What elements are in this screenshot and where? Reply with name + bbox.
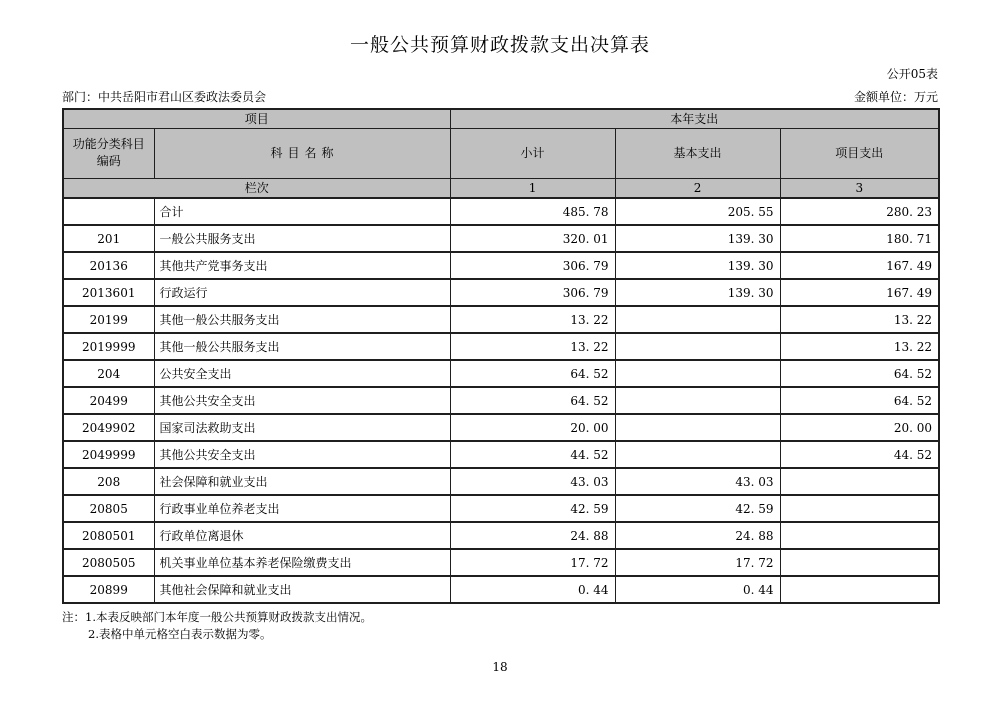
notes-block [62,609,938,643]
cell-basic-expense [615,387,780,414]
cell-project-expense [780,495,939,522]
cell-subject-name: 合计 [154,198,450,225]
cell-function-code: 20199 [63,306,154,333]
cell-project-expense: 280. 23 [780,198,939,225]
header-basic-expense: 基本支出 [615,128,780,178]
header-col-index-3: 3 [780,178,939,198]
cell-subtotal: 44. 52 [450,441,615,468]
cell-project-expense [780,522,939,549]
cell-subtotal: 13. 22 [450,333,615,360]
header-subtotal: 小计 [450,128,615,178]
header-col-index-2: 2 [615,178,780,198]
cell-basic-expense: 139. 30 [615,225,780,252]
cell-project-expense: 167. 49 [780,252,939,279]
cell-function-code: 20136 [63,252,154,279]
table-code-label: 公开05表 [886,67,938,81]
department-label: 部门：中共岳阳市君山区委政法委员会 [62,90,267,104]
cell-subject-name: 其他一般公共服务支出 [154,333,450,360]
cell-function-code: 2080501 [63,522,154,549]
cell-project-expense: 13. 22 [780,306,939,333]
cell-subject-name: 其他公共安全支出 [154,441,450,468]
table-row [63,441,939,468]
cell-function-code: 2080505 [63,549,154,576]
note-line-1: 注：1.本表反映部门本年度一般公共预算财政拨款支出情况。 [62,610,372,624]
header-project-group: 项目 [63,109,450,128]
cell-project-expense [780,468,939,495]
cell-project-expense [780,549,939,576]
header-col-index-1: 1 [450,178,615,198]
cell-basic-expense: 0. 44 [615,576,780,603]
cell-project-expense: 64. 52 [780,360,939,387]
cell-subtotal: 485. 78 [450,198,615,225]
cell-basic-expense: 139. 30 [615,252,780,279]
table-header [63,109,939,198]
unit-label: 金额单位：万元 [853,90,938,104]
table-row [63,576,939,603]
page-number: 18 [492,660,508,674]
cell-subject-name: 其他社会保障和就业支出 [154,576,450,603]
meta-row [62,89,938,105]
cell-function-code: 20499 [63,387,154,414]
cell-basic-expense: 24. 88 [615,522,780,549]
cell-function-code: 2049999 [63,441,154,468]
cell-basic-expense [615,360,780,387]
cell-basic-expense [615,414,780,441]
cell-basic-expense: 17. 72 [615,549,780,576]
cell-subject-name: 机关事业单位基本养老保险缴费支出 [154,549,450,576]
page-title: 一般公共预算财政拨款支出决算表 [349,34,650,56]
cell-function-code [63,198,154,225]
cell-subtotal: 306. 79 [450,252,615,279]
cell-subtotal: 320. 01 [450,225,615,252]
table-row [63,549,939,576]
cell-subtotal: 24. 88 [450,522,615,549]
table-body [63,198,939,603]
cell-subtotal: 64. 52 [450,360,615,387]
note-line-2: 2.表格中单元格空白表示数据为零。 [88,627,272,641]
table-row [63,279,939,306]
table-row [63,414,939,441]
header-subject-name: 科目名称 [154,128,450,178]
table-row [63,198,939,225]
cell-subject-name: 国家司法救助支出 [154,414,450,441]
cell-function-code: 20899 [63,576,154,603]
cell-subtotal: 20. 00 [450,414,615,441]
cell-subject-name: 行政事业单位养老支出 [154,495,450,522]
cell-subtotal: 306. 79 [450,279,615,306]
header-year-expense-group: 本年支出 [450,109,939,128]
cell-project-expense: 44. 52 [780,441,939,468]
cell-basic-expense: 205. 55 [615,198,780,225]
budget-table [62,108,940,604]
cell-basic-expense: 43. 03 [615,468,780,495]
cell-subtotal: 43. 03 [450,468,615,495]
cell-subtotal: 42. 59 [450,495,615,522]
cell-function-code: 208 [63,468,154,495]
cell-subject-name: 行政运行 [154,279,450,306]
cell-function-code: 2049902 [63,414,154,441]
header-index-row [63,178,939,198]
cell-subtotal: 64. 52 [450,387,615,414]
cell-project-expense: 13. 22 [780,333,939,360]
header-lanci: 栏次 [63,178,450,198]
table-row [63,225,939,252]
cell-project-expense: 167. 49 [780,279,939,306]
cell-subtotal: 0. 44 [450,576,615,603]
cell-subject-name: 社会保障和就业支出 [154,468,450,495]
table-row [63,252,939,279]
cell-subject-name: 行政单位离退休 [154,522,450,549]
cell-project-expense [780,576,939,603]
cell-basic-expense [615,333,780,360]
cell-function-code: 20805 [63,495,154,522]
cell-subject-name: 其他公共安全支出 [154,387,450,414]
header-group-row [63,109,939,128]
cell-project-expense: 20. 00 [780,414,939,441]
cell-function-code: 204 [63,360,154,387]
cell-subject-name: 一般公共服务支出 [154,225,450,252]
cell-basic-expense: 139. 30 [615,279,780,306]
cell-function-code: 2013601 [63,279,154,306]
cell-subject-name: 公共安全支出 [154,360,450,387]
cell-subject-name: 其他共产党事务支出 [154,252,450,279]
table-row [63,360,939,387]
cell-subject-name: 其他一般公共服务支出 [154,306,450,333]
cell-project-expense: 64. 52 [780,387,939,414]
cell-function-code: 201 [63,225,154,252]
table-row [63,495,939,522]
header-project-expense: 项目支出 [780,128,939,178]
table-row [63,306,939,333]
table-row [63,333,939,360]
cell-subtotal: 13. 22 [450,306,615,333]
cell-basic-expense [615,306,780,333]
cell-project-expense: 180. 71 [780,225,939,252]
cell-subtotal: 17. 72 [450,549,615,576]
cell-function-code: 2019999 [63,333,154,360]
table-row [63,522,939,549]
table-row [63,468,939,495]
cell-basic-expense [615,441,780,468]
header-columns-row [63,128,939,178]
table-row [63,387,939,414]
header-function-code: 功能分类科目编码 [63,128,154,178]
cell-basic-expense: 42. 59 [615,495,780,522]
